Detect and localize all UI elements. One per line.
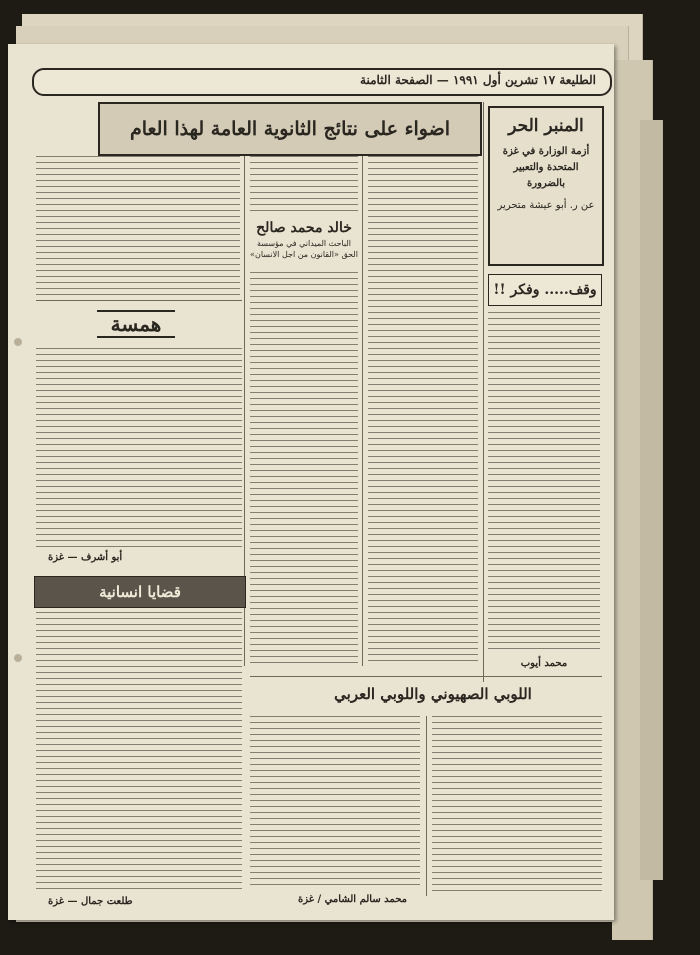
free-platform-box <box>488 106 604 266</box>
main-headline: اضواء على نتائج الثانوية العامة لهذا العام <box>129 118 451 140</box>
column-rule <box>483 102 484 682</box>
main-article-column <box>250 156 358 216</box>
waqfa-text <box>488 312 600 652</box>
main-article-byline <box>250 220 358 260</box>
lobby-author: محمد سالم الشامي / غزة <box>298 894 408 905</box>
newspaper-page <box>8 44 614 920</box>
main-article-column <box>368 156 478 666</box>
free-platform-title: المنبر الحر <box>508 116 584 136</box>
main-headline-box <box>98 102 482 156</box>
qadaya-title: قضايا انسانية <box>99 583 181 601</box>
section-rule <box>36 300 242 301</box>
waqfa-title: وقف..... وفكر !! <box>493 282 597 298</box>
binder-hole <box>14 338 22 346</box>
issue-date: الطليعة ١٧ تشرين أول ١٩٩١ — الصفحة الثامنة <box>360 73 596 87</box>
hamsa-text <box>36 348 242 548</box>
main-article-author: خالد محمد صالح <box>256 220 352 236</box>
waqfa-title-box <box>488 274 602 306</box>
section-rule <box>250 676 602 677</box>
lobby-text-column <box>432 716 602 896</box>
hamsa-author: أبو أشرف — غزة <box>48 552 123 563</box>
free-platform-subtitle: أزمة الوزارة في غزة المتحدة والتعبير بالضرورة <box>502 146 590 189</box>
lobby-title-box <box>278 684 588 710</box>
free-platform-author: عن ر. أبو عيشة متحرير <box>497 200 595 211</box>
main-article-column <box>250 272 358 666</box>
qadaya-text <box>36 612 242 892</box>
hamsa-title: همسة <box>97 310 176 338</box>
paper-stack-right-edge <box>640 120 663 880</box>
hamsa-title-box <box>36 304 236 344</box>
lobby-title: اللوبي الصهيوني واللوبي العربي <box>334 685 532 703</box>
main-article-column <box>36 156 240 296</box>
column-rule <box>426 716 427 896</box>
qadaya-author: طلعت جمال — غزة <box>48 896 133 907</box>
binder-hole <box>14 654 22 662</box>
waqfa-author: محمد أيوب <box>520 658 568 669</box>
lobby-text-column <box>250 716 420 888</box>
main-article-author-role: الباحث الميداني في مؤسسة الحق «القانون من اجل الانسان» <box>250 239 358 260</box>
qadaya-title-box <box>34 576 246 608</box>
column-rule <box>362 156 363 666</box>
page-header <box>32 68 612 96</box>
